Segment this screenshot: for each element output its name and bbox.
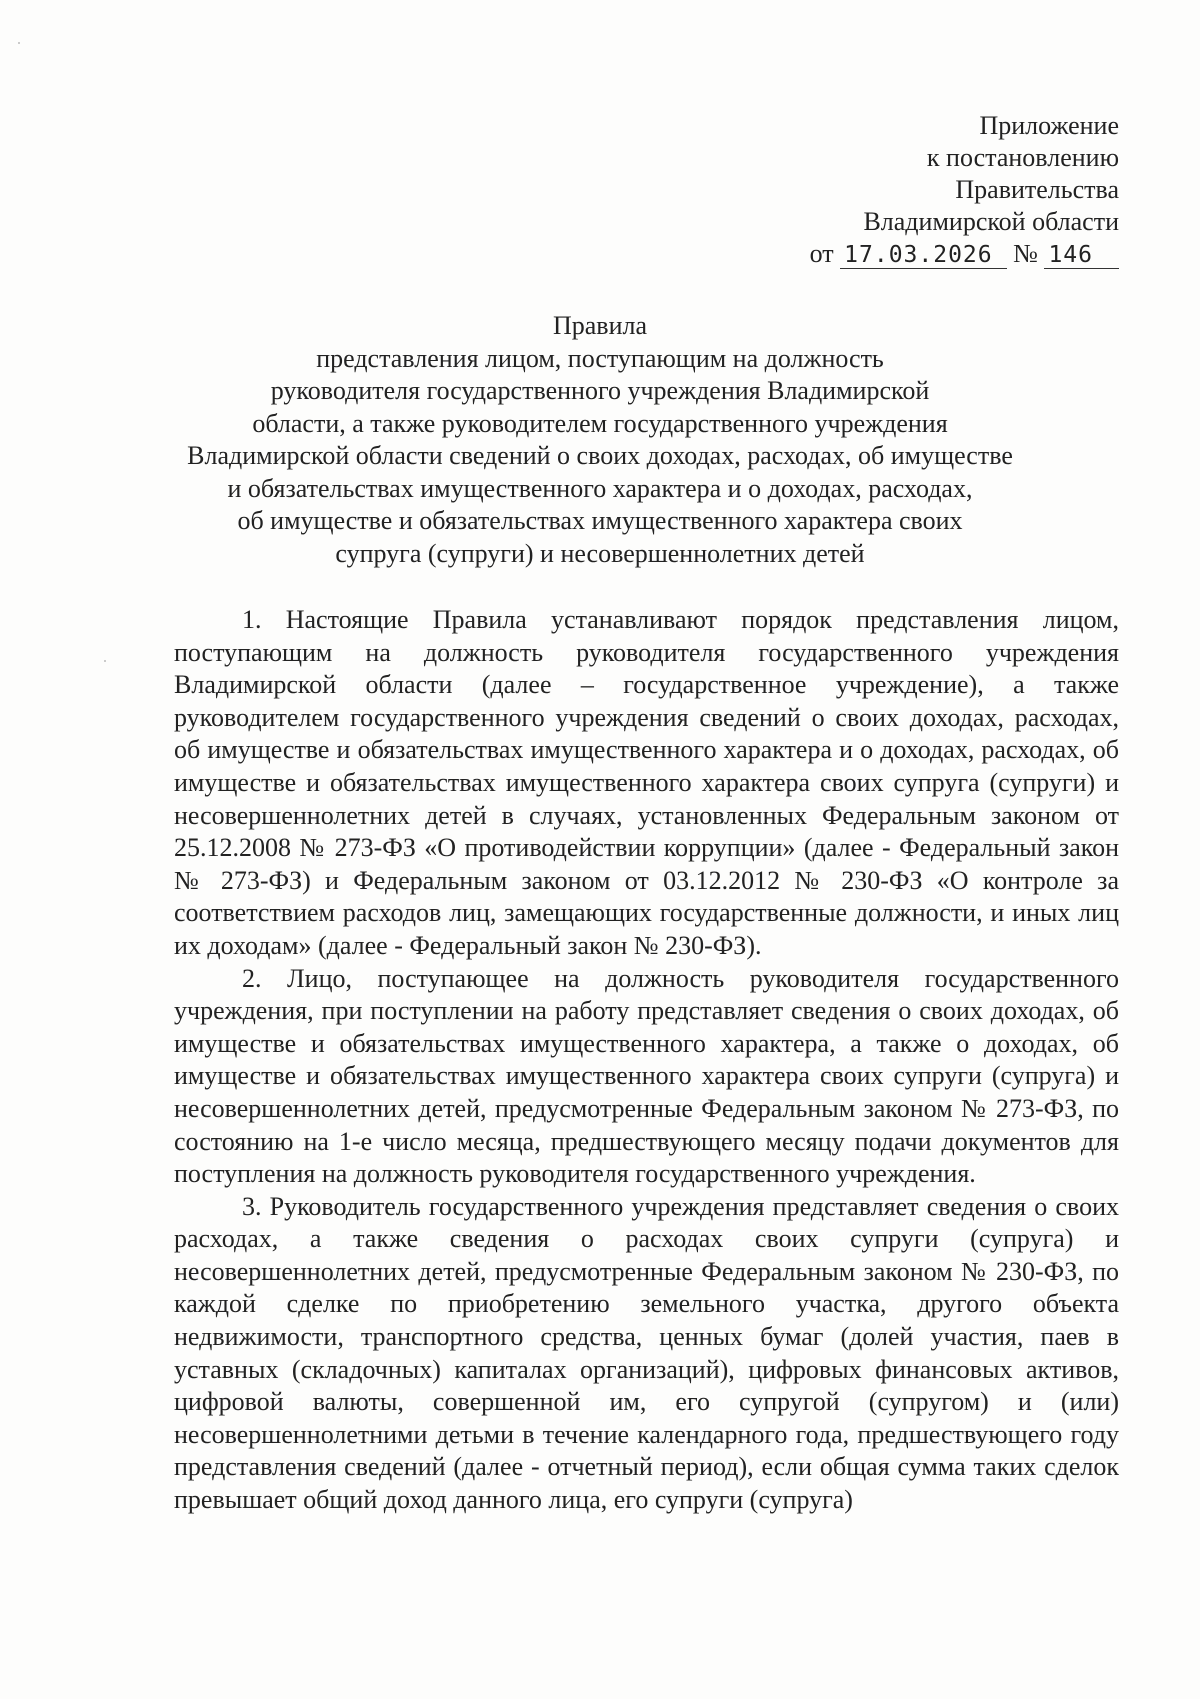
scan-speck [18,42,20,44]
appendix-to-resolution: к постановлению [926,143,1119,172]
title-line: представления лицом, поступающим на должность [316,343,884,373]
title-line: супруга (супруги) и несовершеннолетних детей [335,538,865,568]
title-heading: Правила [552,311,648,340]
appendix-heading: Приложение [979,111,1119,140]
appendix-date-line [810,238,1119,270]
title-line: Владимирской области сведений о своих доходах, расходах, об имуществе [187,441,1013,470]
appendix-government: Правительства [955,175,1119,204]
document-title [0,310,1200,570]
appendix-block [810,110,1119,270]
scan-speck [104,660,106,662]
title-line: руководителя государственного учреждения Владимирской [270,376,930,405]
date-prefix: от [809,239,834,268]
paragraph-3: 3. Руководитель государственного учреждения представляет сведения о своих расходах, а также сведения о расходах своих супруги (супруга) и несовершеннолетних детей, предусмотренные Федеральным законом № 230-ФЗ, по каждой сделке по приобретению земельного участка, другого объекта недвижимости, транспортного средства, ценных бумаг (долей участия, паев в уставных (складочных) капиталах организаций), цифровых финансовых активов, цифровой валюты, совершенной им, его супругой (супругом) и (или) несовершеннолетними детьми в течение календарного года, предшествующего году представления сведений (далее - отчетный период), если общая сумма таких сделок превышает общий доход данного лица, его супруги (супруга) [174,1191,1119,1515]
title-line: и обязательствах имущественного характера и о доходах, расходах, [227,473,973,503]
resolution-number: 146 [1044,242,1119,269]
title-line: области, а также руководителем государственного учреждения [252,408,948,438]
title-line: об имуществе и обязательствах имущественного характера своих [237,506,963,535]
resolution-date: 17.03.2026 [840,242,1006,269]
document-body [174,604,1119,1517]
appendix-region: Владимирской области [863,207,1119,236]
paragraph-2: 2. Лицо, поступающее на должность руководителя государственного учреждения, при поступлении на работу представляет сведения о своих доходах, об имуществе и обязательствах имущественного характера, а также о доходах, об имуществе и обязательствах имущественного характера своих супруги (супруга) и несовершеннолетних детей, предусмотренные Федеральным законом № 273-ФЗ, по состоянию на 1-е число месяца, предшествующего месяцу подачи документов для поступления на должность руководителя государственного учреждения. [174,963,1119,1189]
paragraph-1: 1. Настоящие Правила устанавливают порядок представления лицом, поступающим на должность руководителя государственного учреждения Владимирской области (далее – государственное учреждение), а также руководителем государственного учреждения сведений о своих доходах, расходах, об имуществе и обязательствах имущественного характера и о доходах, расходах, об имуществе и обязательствах имущественного характера своих супруга (супруги) и несовершеннолетних детей в случаях, установленных Федеральным законом от 25.12.2008 № 273-ФЗ «О противодействии коррупции» (далее - Федеральный закон № 273-ФЗ) и Федеральным законом от 03.12.2012 № 230-ФЗ «О контроле за соответствием расходов лиц, замещающих государственные должности, и иных лиц их доходам» (далее - Федеральный закон № 230-ФЗ). [174,605,1119,960]
number-prefix: № [1013,239,1038,268]
